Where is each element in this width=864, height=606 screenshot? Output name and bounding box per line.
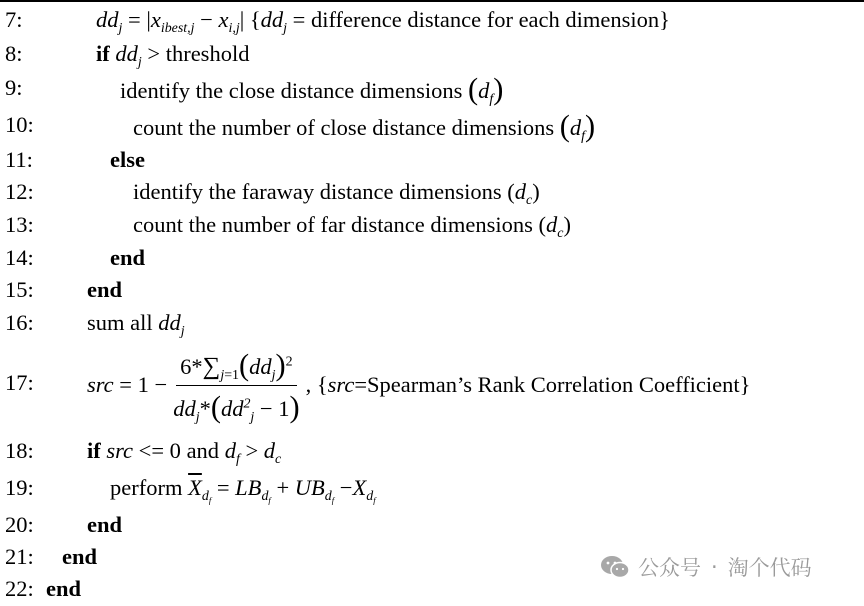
line-code (62, 544, 97, 570)
line-code (110, 245, 145, 271)
line-number: 20: (5, 512, 34, 537)
line-number: 15: (5, 277, 34, 302)
line-code: count the number of close distance dimensions $(d_f)$ (133, 108, 596, 144)
line-number: 14: (5, 245, 34, 270)
keyword-end: end (46, 576, 82, 601)
keyword-end: end (87, 512, 123, 537)
line-code: if $dd_j$ > threshold (96, 41, 250, 70)
keyword-end: end (62, 544, 98, 569)
keyword-end: end (87, 277, 123, 302)
line-code (46, 576, 81, 602)
line-text: identify the close distance dimensions (120, 77, 463, 103)
line-17-comment: Spearman’s Rank Correlation Coefficient} (367, 372, 751, 397)
line-text: count the number of far distance dimensions (133, 212, 533, 237)
watermark-name: 淘个代码 (727, 556, 812, 580)
top-rule (0, 0, 864, 2)
line-number: 10: (5, 112, 34, 137)
line-number: 18: (5, 438, 34, 463)
line-number: 19: (5, 475, 34, 500)
line-code: src = 1 − $\frac{6*\sum_{j=1}(dd_j)^2}{dd_j*(dd^2_j - 1)}$ , { src = Spearman’s Rank Correlation Coefficient} (87, 347, 751, 425)
line-number: 22: (5, 576, 34, 601)
line-text: count the number of close distance dimensions (133, 114, 555, 140)
line-text: and (186, 438, 220, 463)
line-code (87, 277, 122, 303)
watermark-separator: · (711, 555, 718, 579)
line-number: 11: (5, 147, 33, 172)
line-code (110, 147, 145, 173)
line-code: identify the close distance dimensions $(d_f)$ (120, 71, 504, 107)
line-text: threshold (165, 41, 250, 66)
keyword-if: if (87, 438, 101, 463)
line-text: identify the faraway distance dimensions (133, 179, 502, 204)
line-number: 21: (5, 544, 34, 569)
line-code: $dd_j = |x_{ibest,j} - x_{i,j}|$ {$dd_j$ = difference distance for each dimension} (96, 7, 670, 36)
watermark (600, 552, 812, 582)
line-number: 9: (5, 75, 23, 100)
line-number: 17: (5, 370, 34, 395)
spearman-fraction: $\frac{6*\sum_{j=1}(dd_j)^2}{dd_j*(dd^2_j - 1)}$ (173, 347, 300, 425)
keyword-else: else (110, 147, 145, 172)
line-7-comment: difference distance for each dimension} (310, 7, 670, 32)
line-number: 7: (5, 7, 23, 32)
line-number: 16: (5, 310, 34, 335)
line-code: if src <= 0 and $d_f > d_c$ (87, 438, 282, 467)
keyword-end: end (110, 245, 146, 270)
line-code: perform $\overline{X}_{d_f} = LB_{d_f} + UB_{d_f} -X_{d_f}$ (110, 475, 376, 505)
keyword-if: if (96, 41, 110, 66)
watermark-brand: 公众号 (638, 556, 701, 580)
line-code: count the number of far distance dimensions $(d_c)$ (133, 212, 571, 241)
line-code: identify the faraway distance dimensions $(d_c)$ (133, 179, 540, 208)
line-text: perform (110, 475, 183, 500)
line-number: 12: (5, 179, 34, 204)
wechat-icon (600, 554, 630, 580)
line-number: 13: (5, 212, 34, 237)
line-number: 8: (5, 41, 23, 66)
line-code: sum all $dd_j$ (87, 310, 185, 339)
line-text: sum all (87, 310, 153, 335)
line-code (87, 512, 122, 538)
